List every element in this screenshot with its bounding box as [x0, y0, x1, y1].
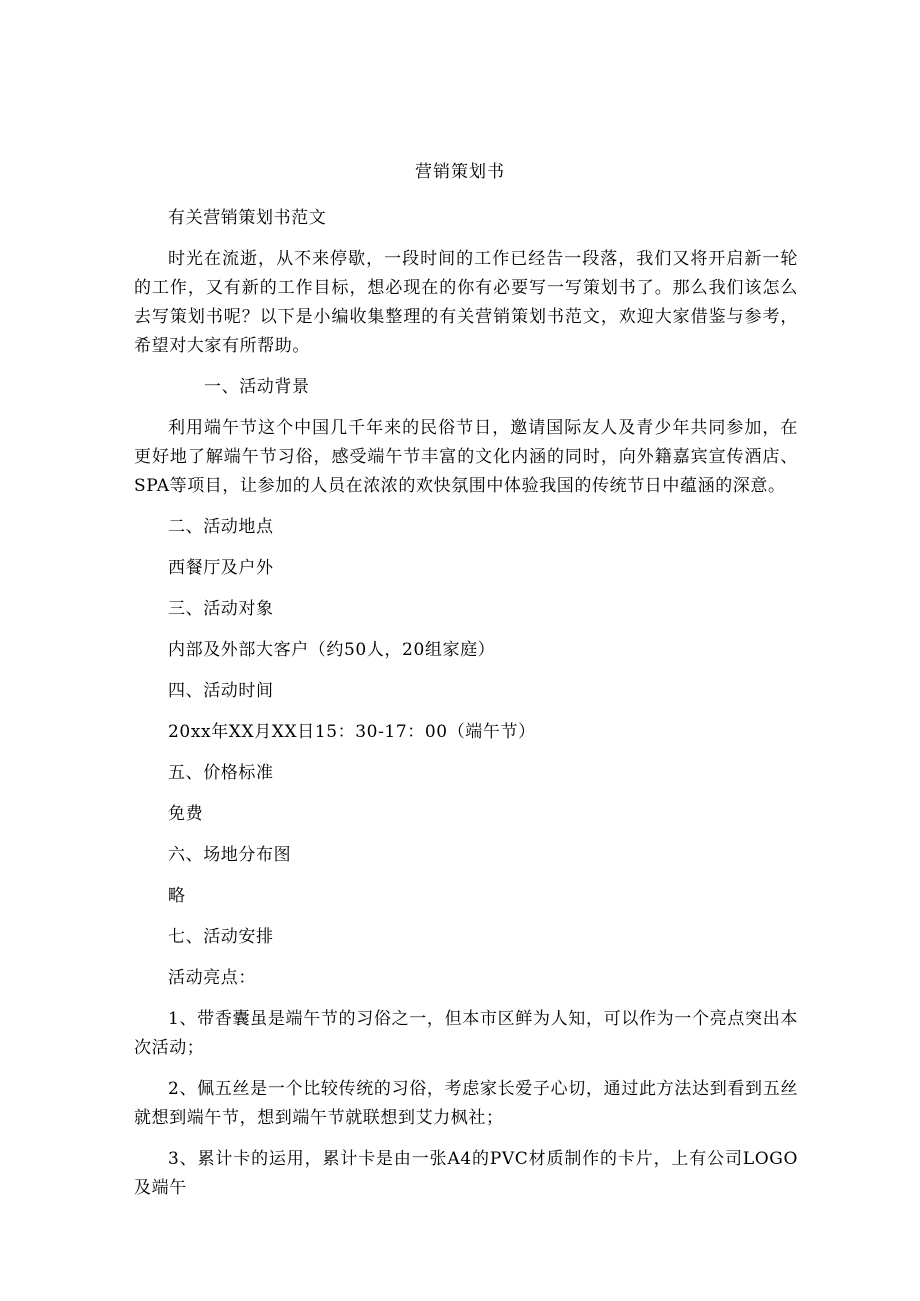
- document-subtitle: 有关营销策划书范文: [168, 208, 327, 228]
- highlight-item: 2、佩五丝是一个比较传统的习俗，考虑家长爱子心切，通过此方法达到看到五丝就想到端午节，想到端午节就联想到艾力枫社；: [134, 1079, 798, 1128]
- document-title: 营销策划书: [415, 162, 505, 182]
- layout-text: 略: [168, 886, 186, 906]
- section-heading-audience: 三、活动对象: [168, 599, 274, 619]
- highlight-item: 3、累计卡的运用，累计卡是由一张A4的PVC材质制作的卡片，上有公司LOGO及端午: [134, 1149, 798, 1198]
- section-heading-time: 四、活动时间: [168, 681, 274, 701]
- time-text: 20xx年XX月XX日15：30-17：00（端午节）: [168, 722, 536, 742]
- document-body: [134, 204, 798, 1203]
- intro-paragraph: 时光在流逝，从不来停歇，一段时间的工作已经告一段落，我们又将开启新一轮的工作，又有新的工作目标，想必现在的你有必要写一写策划书了。那么我们该怎么去写策划书呢？以下是小编收集整理的有关营销策划书范文，欢迎大家借鉴与参考，希望对大家有所帮助。: [134, 249, 798, 356]
- highlight-item: 1、带香囊虽是端午节的习俗之一，但本市区鲜为人知，可以作为一个亮点突出本次活动；: [134, 1009, 798, 1058]
- section-heading-price: 五、价格标准: [168, 763, 274, 783]
- section-heading-location: 二、活动地点: [168, 517, 274, 537]
- highlights-label: 活动亮点：: [168, 968, 256, 988]
- section-heading-layout: 六、场地分布图: [168, 845, 292, 865]
- price-text: 免费: [168, 804, 204, 824]
- location-text: 西餐厅及户外: [168, 558, 274, 578]
- background-paragraph: 利用端午节这个中国几千年来的民俗节日，邀请国际友人及青少年共同参加，在更好地了解端午节习俗，感受端午节丰富的文化内涵的同时，向外籍嘉宾宣传酒店、SPA等项目，让参加的人员在浓浓的欢快氛围中体验我国的传统节日中蕴涵的深意。: [134, 418, 798, 496]
- section-heading-arrangement: 七、活动安排: [168, 927, 274, 947]
- section-heading-background: 一、活动背景: [204, 377, 310, 397]
- audience-text: 内部及外部大客户（约50人，20组家庭）: [168, 640, 496, 660]
